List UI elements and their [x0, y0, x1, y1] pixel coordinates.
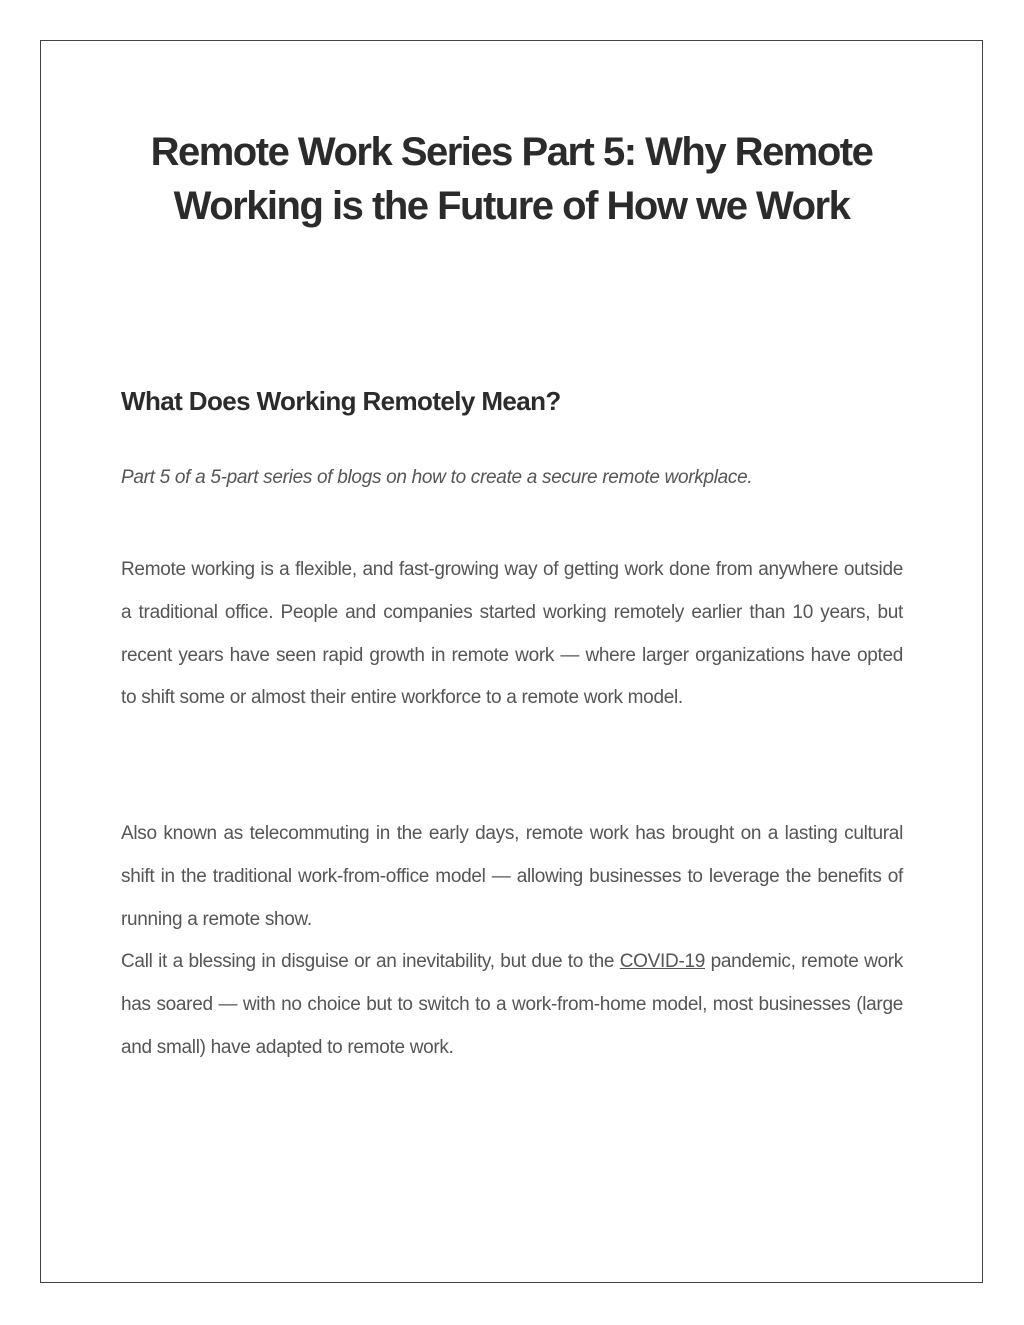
document-title: Remote Work Series Part 5: Why Remote Working is the Future of How we Work — [150, 130, 873, 228]
paragraph-telecommuting: Also known as telecommuting in the early days, remote work has brought on a lasting cultural shift in the traditional work-from-office model — allowing businesses to leverage the benefits of running a remote show. — [121, 823, 903, 930]
section-heading: What Does Working Remotely Mean? — [121, 386, 561, 416]
covid-19-link[interactable]: COVID-19 — [619, 951, 705, 972]
paragraph-remote-working-definition: Remote working is a flexible, and fast-growing way of getting work done from anywhere outside a traditional office. People and companies started working remotely earlier than 10 years, but recent years have seen rapid growth in remote work — where larger organizations have opted to shift some or almost their entire workforce to a remote work model. — [121, 559, 903, 709]
paragraph-covid — [121, 941, 903, 1069]
paragraph-covid-text-after: pandemic, remote work has soared — with no choice but to switch to a work-from-home model, most businesses (large and small) have adapted to remote work. — [121, 951, 903, 1058]
paragraph-covid-text-before: Call it a blessing in disguise or an inevitability, but due to the — [121, 951, 620, 972]
series-subtitle: Part 5 of a 5-part series of blogs on how to create a secure remote workplace. — [121, 467, 753, 488]
